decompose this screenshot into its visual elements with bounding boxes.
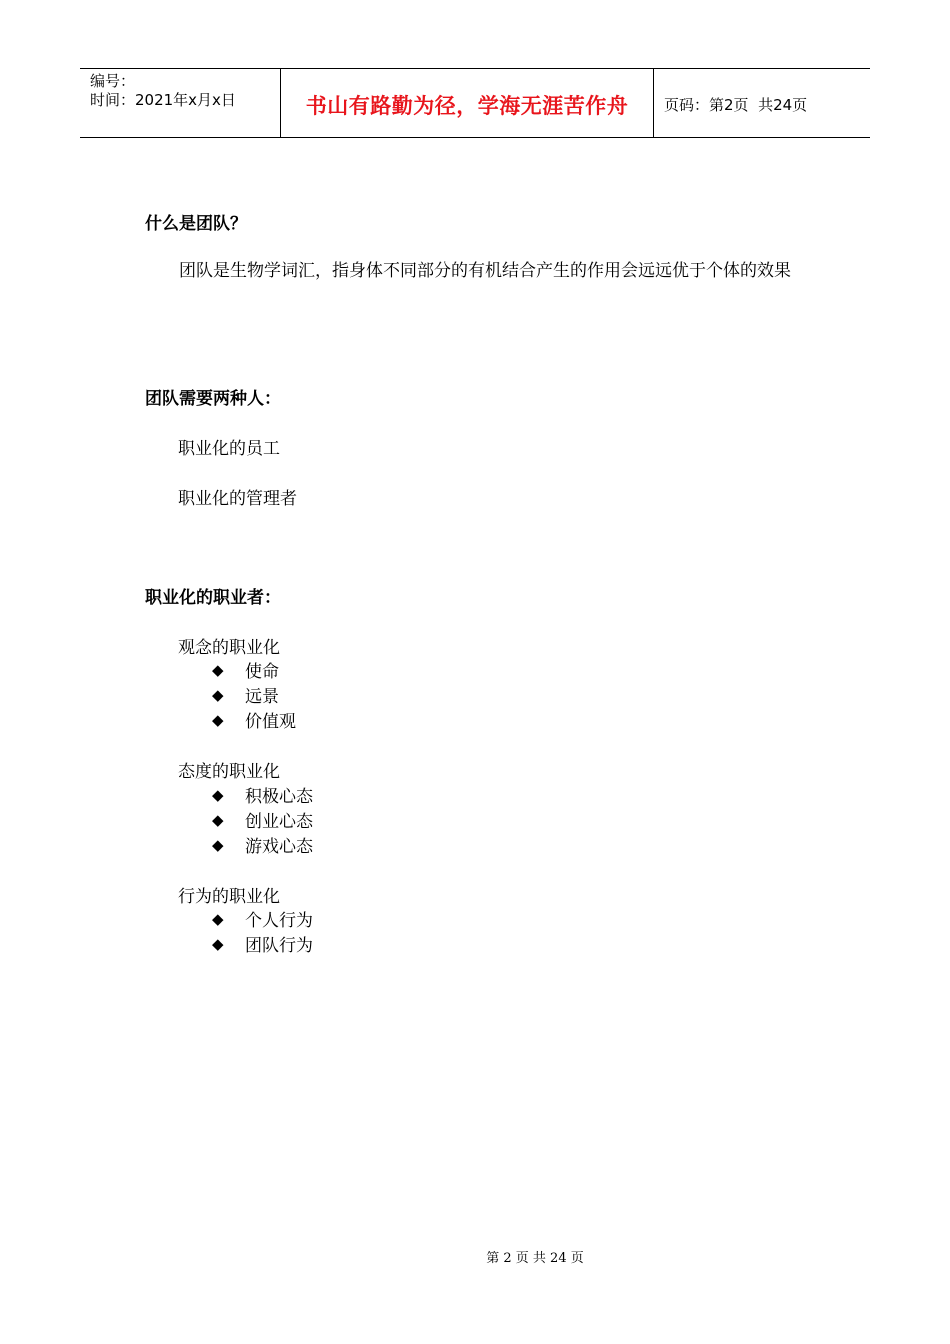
diamond-bullet-icon: ◆ [212,835,224,854]
header-page-info: 页码：第2页 共24页 [664,96,808,114]
diamond-bullet-icon: ◆ [212,909,224,928]
diamond-bullet-icon: ◆ [212,810,224,829]
diamond-bullet-icon: ◆ [212,710,224,729]
bullet-text: 价值观 [245,712,296,732]
bullet-item [212,707,296,732]
bullet-text: 创业心态 [245,812,313,832]
header-motto: 书山有路勤为径，学海无涯苦作舟 [305,93,629,118]
group-title: 观念的职业化 [178,638,280,658]
document-number-label: 编号： [90,72,136,90]
section-heading-what-is-team: 什么是团队？ [145,214,247,234]
section-heading-two-kinds: 团队需要两种人： [145,389,281,409]
bullet-item [212,682,279,707]
bullet-text: 使命 [245,662,279,682]
document-date-label: 时间：2021年x月x日 [90,91,236,109]
header-meta-cell [80,69,281,137]
bullet-text: 团队行为 [245,936,313,956]
diamond-bullet-icon: ◆ [212,785,224,804]
header-page-cell [654,69,870,137]
diamond-bullet-icon: ◆ [212,934,224,953]
list-item: 职业化的员工 [178,439,280,459]
group-title: 态度的职业化 [178,762,280,782]
list-item: 职业化的管理者 [178,489,297,509]
page-footer [0,1247,950,1266]
section-heading-professional: 职业化的职业者： [145,588,281,608]
bullet-item [212,906,313,931]
bullet-item [212,832,313,857]
bullet-item [212,657,279,682]
diamond-bullet-icon: ◆ [212,660,224,679]
bullet-item [212,782,313,807]
bullet-item [212,931,313,956]
bullet-text: 积极心态 [245,787,313,807]
section-paragraph-team-definition: 团队是生物学词汇，指身体不同部分的有机结合产生的作用会远远优于个体的效果 [179,261,791,281]
footer-page-number: 第 2 页 共 24 页 [486,1251,584,1266]
diamond-bullet-icon: ◆ [212,685,224,704]
group-title: 行为的职业化 [178,887,280,907]
bullet-text: 远景 [245,687,279,707]
header-motto-cell [281,69,654,137]
bullet-text: 个人行为 [245,911,313,931]
bullet-item [212,807,313,832]
page-header [80,68,870,138]
bullet-text: 游戏心态 [245,837,313,857]
